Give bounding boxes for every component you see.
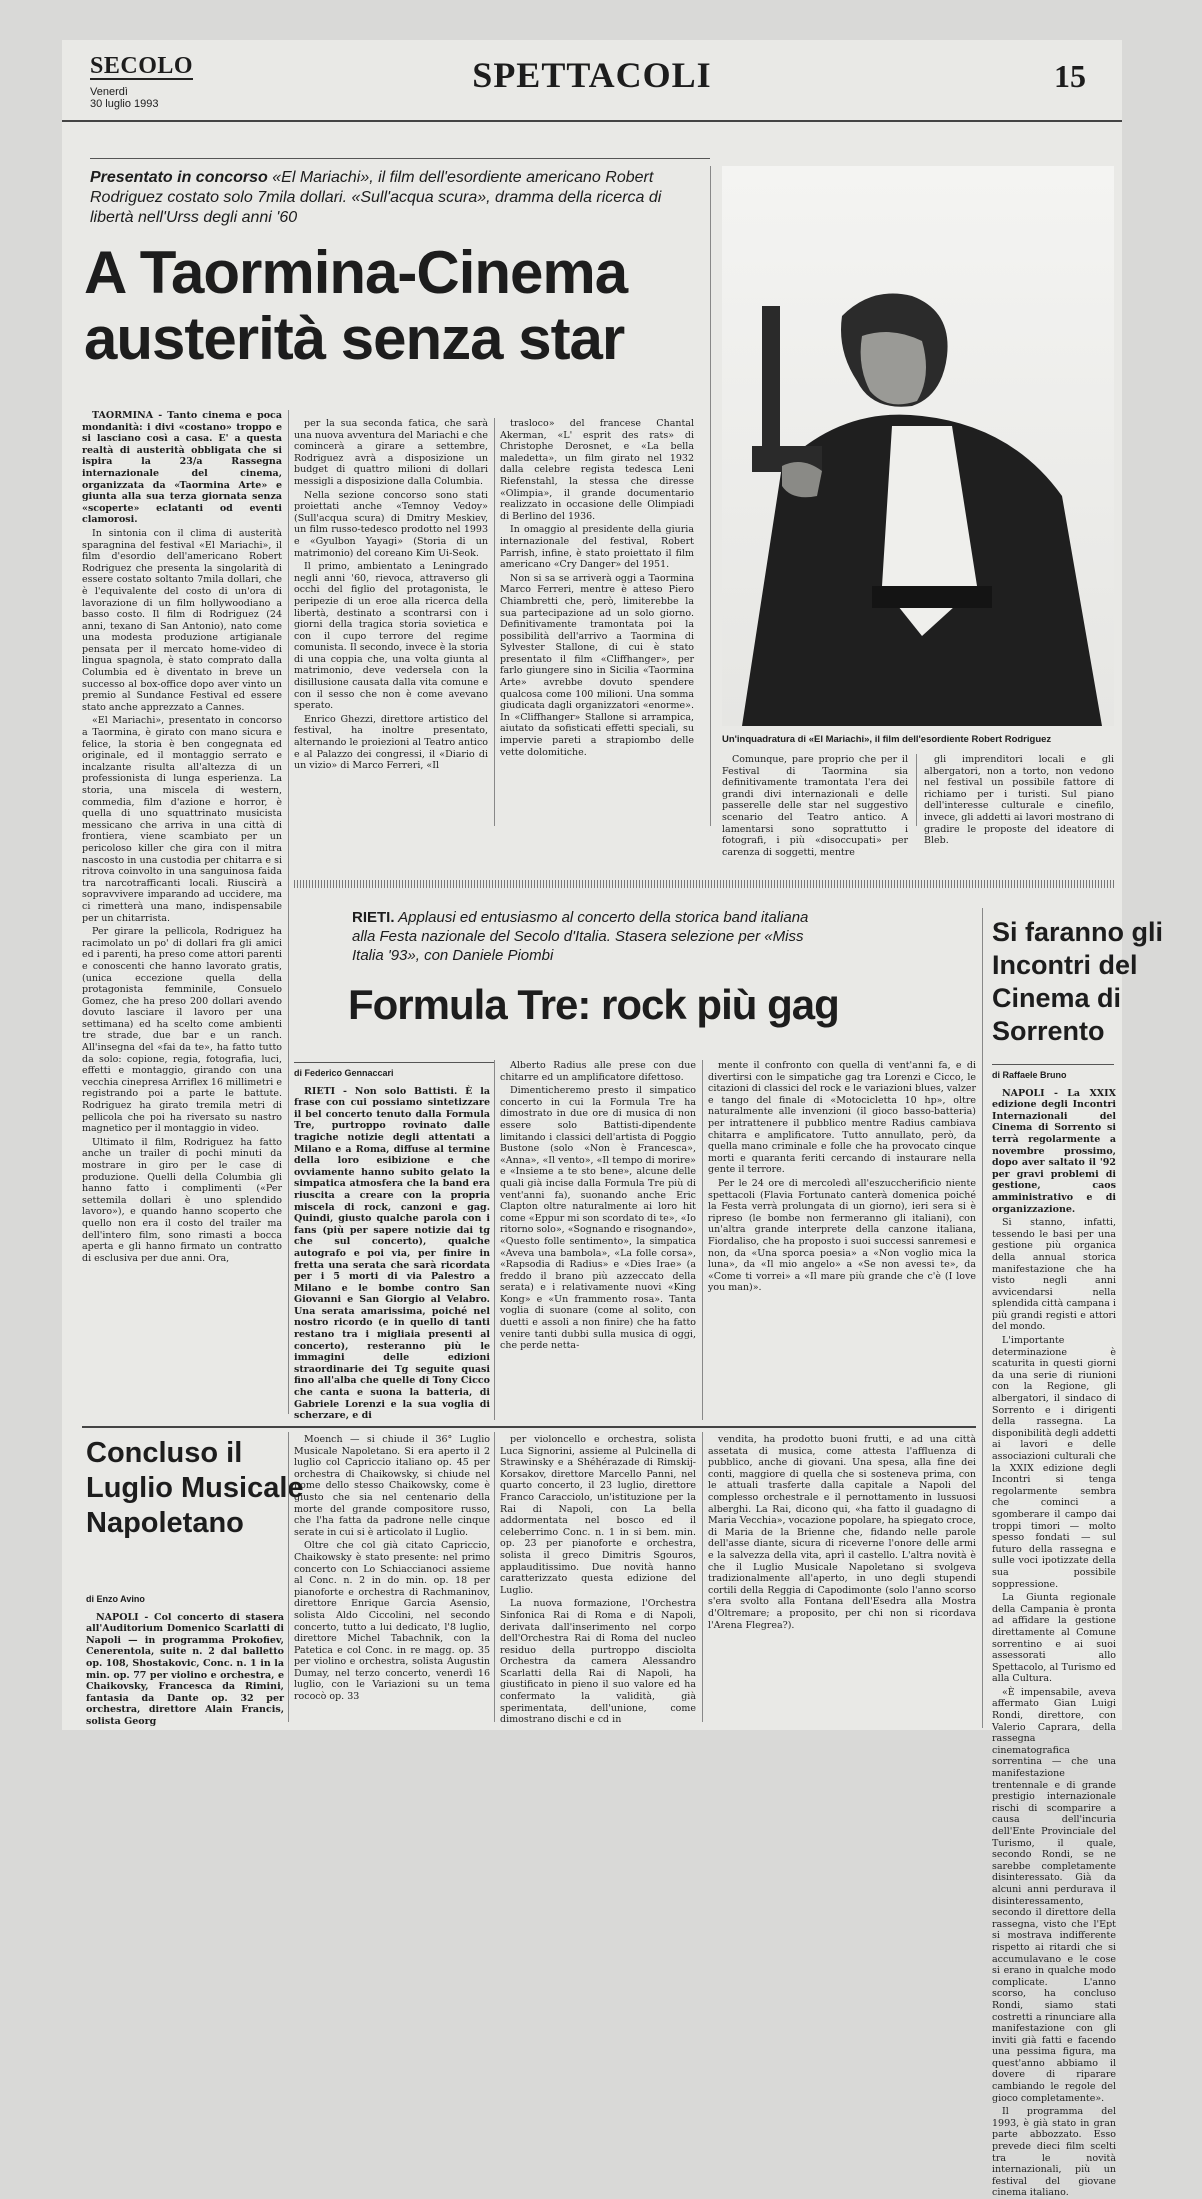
- rieti-kicker-text: Applausi ed entusiasmo al concerto della storica band italiana alla Festa nazionale del Secolo d'Italia. Stasera selezione per «Miss Italia '93», con Daniele Piombi: [352, 909, 809, 964]
- paragraph: In omaggio al presidente della giuria internazionale del festival, Robert Parrish, infine, è stato proiettato il film americano «Cry Danger» del 1951.: [500, 524, 694, 571]
- column-divider: [494, 1432, 495, 1722]
- paragraph: mente il confronto con quella di vent'anni fa, e di divertirsi con le simpatiche gag tra Lorenzi e Cicco, le citazioni di classici del rock e le variazioni blues, valzer e tango del finale di «Motocicletta 10 hp», oltre naturalmente alle invenzioni (il gioco basso-batteria) per intrattenere il pubblico mentre Radius cambiava chitarra e amplificatore. Tutto annullato, però, da quella mano criminale e folle che ha provocato cinque morti e quaranta feriti cercando di instaurare nella gente il terrore.: [708, 1060, 976, 1176]
- rieti-headline: Formula Tre: rock più gag: [348, 981, 839, 1028]
- paragraph: vendita, ha prodotto buoni frutti, e ad una città assetata di musica, come attesta l'affluenza di pubblico, anche di giovani. Una spesa, alla fine dei conti, maggiore di quella che si sosteneva prima, con le attuali trasferte dalla capitale a Napoli del complesso orchestrale e il pernottamento in lussuosi alberghi. La Rai, dicono qui, «ha fatto il guadagno di Maria Vecchia», vocazione popolare, ha spiegato croce, di Maria de la Brienne che, fidando nelle parole dell'asse diante, sicura di riceverne l'onore delle armi e la salvezza della vita, aprì il castello. L'altra novità è che il Luglio Musicale Napoletano si svolgeva tradizionalmente all'aperto, in uno degli stupendi cortili della Reggia di Capodimonte (solo l'anno scorso s'era svolto alla Fontana dell'Esedra alla Mostra d'Oltremare; a proposito, per chi non si ricordava l'Arena Flegrea?).: [708, 1434, 976, 1631]
- paragraph: TAORMINA - Tanto cinema e poca mondanità: i divi «costano» troppo e si lasciano così a casa. E' a questa realtà di austerità obbligata che si ispira la 23/a Rassegna internazionale del cinema, organizzata da «Taormina Arte» e giunta alla sua terza giornata senza «scoperte» eclatanti od eventi clamorosi.: [82, 410, 282, 526]
- paragraph: Si stanno, infatti, tessendo le basi per una gestione più organica della annual storica manifestazione che ha visto negli anni avvicendarsi nella splendida città campana i più grandi registi e attori del mondo.: [992, 1217, 1116, 1333]
- kicker-rule: [90, 158, 710, 159]
- rieti-col-2: [500, 1060, 696, 1420]
- napoli-byline: di Enzo Avino: [86, 1594, 145, 1604]
- paragraph: «El Mariachi», presentato in concorso a Taormina, è girato con mano sicura e felice, la storia è ben congegnata ed originale, ed il montaggio serrato e incalzante risulta all'altezza di un professionista di lunga esperienza. La storia, una miscela di western, commedia, film d'azione e horror, è quella di uno squattrinato musicista messicano che arriva in una città di frontiera, viene scambiato per un pericoloso killer che gira con il mitra nascosto in una custodia per chitarra e si ritrova coinvolto in una sanguinosa faida tra narcotrafficanti locali. Riuscirà a sopravvivere imparando ad uccidere, ma ci rimetterà una mano, indispensabile per un chitarrista.: [82, 715, 282, 924]
- napoli-col-3: [500, 1434, 696, 1726]
- paragraph: NAPOLI - Col concerto di stasera all'Auditorium Domenico Scarlatti di Napoli — in programma Prokofiev, Cenerentola, suite n. 2 dal balletto op. 108, Shostakovic, Conc. n. 1 in la min. op. 77 per violino e orchestra, e Chaikovsky, Francesca da Rimini, fantasia da Dante op. 32 per orchestra, direttore Alain Francis, solista Georg: [86, 1611, 284, 1727]
- paragraph: Enrico Ghezzi, direttore artistico del festival, ha inoltre presentato, alternando le proiezioni al Teatro antico e al Palazzo dei congressi, il «Diario di un vizio» di Marco Ferreri, «Il: [294, 713, 488, 772]
- paragraph: Alberto Radius alle prese con due chitarre ed un amplificatore difettoso.: [500, 1060, 696, 1083]
- page-number: 15: [1054, 58, 1086, 94]
- paragraph: Moench — si chiude il 36° Luglio Musicale Napoletano. Si era aperto il 2 luglio col Capriccio italiano op. 45 per orchestra di Chaikowsky, si chiude nel nome dello stesso Chaikowsky, come è giusto che sia nel centenario della morte del grande compositore russo, che l'ha fatta da padrone nelle cinque serate in cui si è articolato il Luglio.: [294, 1434, 490, 1538]
- newspaper-page: [62, 40, 1164, 2199]
- column-divider: [982, 908, 983, 1728]
- column-divider: [494, 418, 495, 826]
- napoli-headline: Concluso il Luglio Musicale Napoletano: [86, 1437, 304, 1539]
- paragraph: gli imprenditori locali e gli albergatori, non a torto, non vedono nel festival un possibile fattore di richiamo per i turisti. Sul piano dell'interesse culturale e cinefilo, invece, gli addetti ai lavori mostrano di gradire le proposte del ideatore di Bleb.: [924, 754, 1114, 847]
- paragraph: L'importante determinazione è scaturita in questi giorni da una serie di riunioni con la Regione, gli albergatori, il sindaco di Sorrento e i dirigenti della rassegna. La disponibilità degli addetti ai lavori e delle associazioni culturali che la XXIX edizione degli Incontri si tenga regolarmente sembra che cominci a sgomberare il campo dai troppi timori — molto spesso fondati — sul futuro della rassegna e sulle voci ipotizzate della sua possibile soppressione.: [992, 1335, 1116, 1590]
- paragraph: trasloco» del francese Chantal Akerman, «L' esprit des rats» di Christophe Derosnet, e «La bella maledetta», un film girato nel 1932 dalla celebre regista tedesca Leni Riefenstahl, la stessa che diresse «Olimpia», il grande documentario realizzato in occasione delle Olimpiadi di Berlino del 1936.: [500, 418, 694, 522]
- main-col-4: [722, 754, 908, 858]
- paragraph: In sintonia con il clima di austerità sparagnina del festival «El Mariachi», il film d'esordio dell'americano Robert Rodriguez che presenta la singolarità di essere costato soltanto 7mila dollari, che è l'equivalente del costo di un'ora di lavorazione di un film hollywoodiano a basso costo. Il film di Rodriguez (24 anni, texano di San Antonio), nato come una modesta produzione artigianale pensata per il mercato home-video di lingua spagnola, è stato comprato dalla Columbia ed è diventato in breve un successo al box-office dopo aver vinto un premio al Sundance Festival ed essere stato anche apprezzato a Cannes.: [82, 527, 282, 713]
- masthead: [62, 40, 1122, 122]
- paragraph: Il primo, ambientato a Leningrado negli anni '60, rievoca, attraverso gli occhi del figlio del protagonista, le peripezie di un eroe alla ricerca della libertà, destinato a scontrarsi con i giorni della tragica storia sovietica e con il cupo terrore del regime comunista. Il secondo, invece è la storia di una coppia che, una volta giunta al matrimonio, deve vedersela con la disillusione causata dalla vita comune e con il sesso che non è come avevano sperato.: [294, 561, 488, 712]
- paragraph: Comunque, pare proprio che per il Festival di Taormina sia definitivamente tramontata l'era dei grandi divi internazionali e delle passerelle delle star nel suggestivo scenario del Teatro antico. A lamentarsi sono soprattutto i fotografi, i più «disoccupati» per carenza di soggetti, mentre: [722, 754, 908, 858]
- rieti-col-3: [708, 1060, 976, 1420]
- paragraph: per la sua seconda fatica, che sarà una nuova avventura del Mariachi e che comincerà a girare a settembre, Rodriguez avrà a disposizione un budget di quattro milioni di dollari messigli a disposizione dalla Columbia.: [294, 418, 488, 487]
- main-kicker-text: «El Mariachi», il film dell'esordiente americano Robert Rodriguez costato solo 7mila dollari. «Sull'acqua scura», dramma della ricerca di libertà nell'Urss degli anni '60: [90, 169, 662, 226]
- paragraph: Oltre che col già citato Capriccio, Chaikowsky è stato presente: nel primo concerto con Lo Schiaccianoci assieme al Conc. n. 2 in do min. op. 18 per pianoforte e orchestra di Rachmaninov, direttore Enrique Garcia Asensio, solista Aldo Ciccolini, nel secondo concerto, tutto a lui dedicato, l'8 luglio, direttore Michel Tabachnik, con la Patetica e col Conc. in re magg. op. 35 per violino e orchestra, solista Augustin Dumay, nel terzo concerto, venerdì 16 luglio, con le Variazioni su un tema rococò op. 33: [294, 1540, 490, 1703]
- byline-rule: [992, 1064, 1114, 1065]
- main-kicker: [90, 168, 690, 228]
- column-divider: [494, 1060, 495, 1420]
- newspaper-logo: SECOLO: [90, 53, 194, 79]
- issue-full-date: 30 luglio 1993: [90, 98, 159, 110]
- paragraph: Per le 24 ore di mercoledì all'eszuccherificio niente spettacoli (Flavia Fortunato canterà domenica poiché la Festa verrà prolungata di un giorno), ieri sera si è ripreso (le bombe non fermeranno gli italiani), con un'altra grande interprete della canzone italiana, Fiordaliso, che ha proposto i suoi successi sanremesi e non, da «Una sporca poesia» a «Non voglio mica la luna», da «Il mio angelo» a «Se non avessi te», da «Come ti vorrei» a «Il mare più grande che c'è (I love you man)».: [708, 1177, 976, 1294]
- main-kicker-lead: Presentato in concorso: [90, 169, 268, 186]
- paragraph: NAPOLI - La XXIX edizione degli Incontri Internazionali del Cinema di Sorrento si terrà regolarmente a novembre prossimo, dopo aver saltato il '92 per gravi problemi di gestione, caos amministrativo e di organizzazione.: [992, 1087, 1116, 1215]
- paragraph: Nella sezione concorso sono stati proiettati anche «Temnoy Vedoy» (Sull'acqua scura) di Dmitry Meskiev, un film russo-tedesco prodotto nel 1993 e «Gyulbon Yayagi» (Storia di un matrimonio) del coreano Kim Ui-Seok.: [294, 489, 488, 559]
- bottom-section-rule: [82, 1426, 976, 1428]
- main-col-2: [294, 418, 488, 826]
- sorrento-byline: di Raffaele Bruno: [992, 1070, 1067, 1080]
- byline-rule: [294, 1062, 494, 1063]
- napoli-col-2: [294, 1434, 490, 1722]
- paragraph: Ultimato il film, Rodriguez ha fatto anche un trailer di pochi minuti da mostrare in giro per le case di produzione. Quelli della Columbia gli hanno fatto i complimenti («Per settemila dollari è uno splendido lavoro»), e quando hanno scoperto che quello non era il costo del trailer ma dell'intero film, sono rimasti a bocca aperta e gli hanno firmato un contratto di esclusiva per due anni. Ora,: [82, 1136, 282, 1264]
- paragraph: La Giunta regionale della Campania è pronta ad affidare la gestione direttamente al Comune sorrentino e ai suoi assessorati allo Spettacolo, al Turismo ed alla Cultura.: [992, 1592, 1116, 1685]
- paragraph: Dimenticheremo presto il simpatico concerto in cui la Formula Tre ha dimostrato in due ore di musica di non essere solo Battisti-dipendente limitando i classici dell'artista di Poggio Bustone (solo «Non è Francesca», «Anna», «Il vento», «Il tempo di morire» e «Insieme a te sto bene», alcune delle quali già incise dalla Formula Tre più di vent'anni fa), suonando anche Eric Clapton oltre naturalmente ai loro hit come «Eppur mi son scordato di te», «Io ritorno solo», «Sognando e risognando», «Questo folle sentimento», la simpatica «Aveva una bambola», «La folle corsa», «Rapsodia di Radius» e «Dies Irae» (a freddo il brano più azzeccato della serata) e i relativamente nuovi «King Kong» e «Un frammento rosa». Tanta voglia di suonare (come al solito, con duetti e assoli a non finire) che ha fatto venire tanti dubbi sulla musica di oggi, che perde netta-: [500, 1085, 696, 1352]
- rieti-kicker: [352, 908, 832, 965]
- napoli-col-1: [86, 1594, 284, 1727]
- column-divider: [288, 410, 289, 1414]
- main-headline: A Taormina-Cinema austerità senza star: [84, 239, 628, 372]
- napoli-col-4: [708, 1434, 976, 1722]
- main-col-3: [500, 418, 694, 826]
- photo-caption: Un'inquadratura di «El Mariachi», il film dell'esordiente Robert Rodriguez: [722, 734, 1052, 745]
- sorrento-col-1: [992, 1070, 1116, 2199]
- paragraph: «È impensabile, aveva affermato Gian Luigi Rondi, direttore, con Valerio Caprara, della rassegna cinematografica sorrentina — che una manifestazione trentennale e di grande prestigio internazionale rischi di scomparire a causa dell'incuria dell'Ente Provinciale del Turismo, il quale, secondo Rondi, se ne sarebbe completamente disinteressato. Già da alcuni anni perdurava il disinteressamento, secondo il direttore della rassegna, visto che l'Ept si mostrava indifferente rispetto ai ritardi che si accumulavano e le cose si erano in qualche modo complicate. L'anno scorso, ha concluso Rondi, siamo stati costretti a rinunciare alla manifestazione con gli inviti già fatti e facendo una pessima figura, ma quest'anno abbiamo il dovere di riparare cambiando le regole del gioco completamente».: [992, 1686, 1116, 2104]
- paragraph: RIETI - Non solo Battisti. È la frase con cui possiamo sintetizzare il bel concerto tenuto dalla Formula Tre, purtroppo rovinato dalle tragiche notizie degli attentati a Milano e a Roma, diffuse al termine della loro esibizione e che ovviamente hanno subito gelato la simpatica atmosfera che la band era riuscita a creare con la propria miscela di rock, canzoni e gag. Quindi, giusto qualche parola con i fans (più per sapere notizie dai tg che sul concerto), qualche autografo e poi via, per finire in fretta una serata che sarà ricordata per i 5 morti di via Palestro a Milano e le bombe contro San Giovanni e San Giorgio al Velabro. Una serata amarissima, poiché nel nostro ricordo (e in quello di tanti restano tra i migliaia presenti al concerto), resteranno più le immagini delle edizioni straordinarie dei Tg seguite quasi fino all'alba che quelle di Tony Cicco che canta e suona la batteria, di Gabriele Lorenzi e la sua voglia di scherzare, e di: [294, 1085, 490, 1422]
- main-col-5: [924, 754, 1114, 847]
- mariachi-photo-illustration: [722, 166, 1114, 726]
- column-divider: [288, 1432, 289, 1722]
- article-photo: [722, 166, 1114, 726]
- main-col-1: [82, 410, 282, 1414]
- paragraph: Il programma del 1993, è già stato in gran parte abbozzato. Esso prevede dieci film scelti tra le novità internazionali, più un festival del giovane cinema italiano.: [992, 2106, 1116, 2199]
- paragraph: Per girare la pellicola, Rodriguez ha racimolato un po' di dollari fra gli amici ed i parenti, ha preso come attori parenti e conoscenti che hanno lavorato gratis, (unica eccezione quella della protagonista femminile, Consuelo Gomez, che ha preso 200 dollari avendo dovuto lasciare il lavoro per una settimana) ed ha scelto come ambienti tre strade, due bar e un ranch. All'insegna del «fai da te», ha fatto tutto da solo: copione, regia, fotografia, luci, effetti e montaggio, girando con una vecchia cinepresa Arriflex 16 millimetri e registrando poi a parte le battute. Rodriguez ha girato tremila metri di pellicola che poi ha riversato su nastro magnetico per il montaggio in video.: [82, 926, 282, 1135]
- issue-day: Venerdì: [90, 86, 128, 98]
- sorrento-headline: Si faranno gli Incontri del Cinema di Sorrento: [992, 917, 1164, 1046]
- column-divider: [710, 166, 711, 826]
- section-hatch-rule: [294, 880, 1114, 888]
- rieti-byline: di Federico Gennaccari: [294, 1068, 394, 1078]
- column-divider: [702, 1060, 703, 1420]
- rieti-col-1: [294, 1068, 490, 1420]
- column-divider: [916, 754, 917, 826]
- paragraph: Non si sa se arriverà oggi a Taormina Marco Ferreri, mentre è atteso Piero Chiambretti che, però, limiterebbe la sua partecipazione ad un solo giorno. Definitivamente tramontata poi la possibilità dell'arrivo a Taormina di Sylvester Stallone, di cui è stato presentato il film «Cliffhanger», per farlo giungere sino in Sicilia «Taormina Arte» avrebbe dovuto spendere qualcosa come 100 milioni. Una somma giudicata dagli organizzatori «enorme». In «Cliffhanger» Stallone si arrampica, aiutato da sofisticati effetti speciali, su impervie pareti a strapiombo delle vette dolomitiche.: [500, 572, 694, 758]
- rieti-kicker-lead: RIETI.: [352, 909, 395, 926]
- section-title: SPETTACOLI: [472, 55, 712, 95]
- column-divider: [702, 1432, 703, 1722]
- paragraph: per violoncello e orchestra, solista Luca Signorini, assieme al Pulcinella di Strawinsky e a Shéhérazade di Rimskij-Korsakov, direttore Marcello Panni, nel quarto concerto, il 23 luglio, direttore Franco Caracciolo, un'istituzione per la Rai di Napoli, con La bella addormentata nel bosco ed il celeberrimo Conc. n. 1 in si bem. min. op. 23 per pianoforte e orchestra, solista il greco Dimitris Sgouros, applauditissimo. Due novità hanno caratterizzato questa edizione del Luglio.: [500, 1434, 696, 1596]
- paragraph: La nuova formazione, l'Orchestra Sinfonica Rai di Roma e di Napoli, derivata dall'inserimento nel corpo dell'Orchestra Rai di Roma del nucleo residuo della purtroppo disciolta Orchestra da camera Alessandro Scarlatti della Rai di Napoli, ha giustificato in pieno il suo valore ed ha confermato la validità, già sperimentata, dell'unione, come dimostrano dischi e cd in: [500, 1598, 696, 1726]
